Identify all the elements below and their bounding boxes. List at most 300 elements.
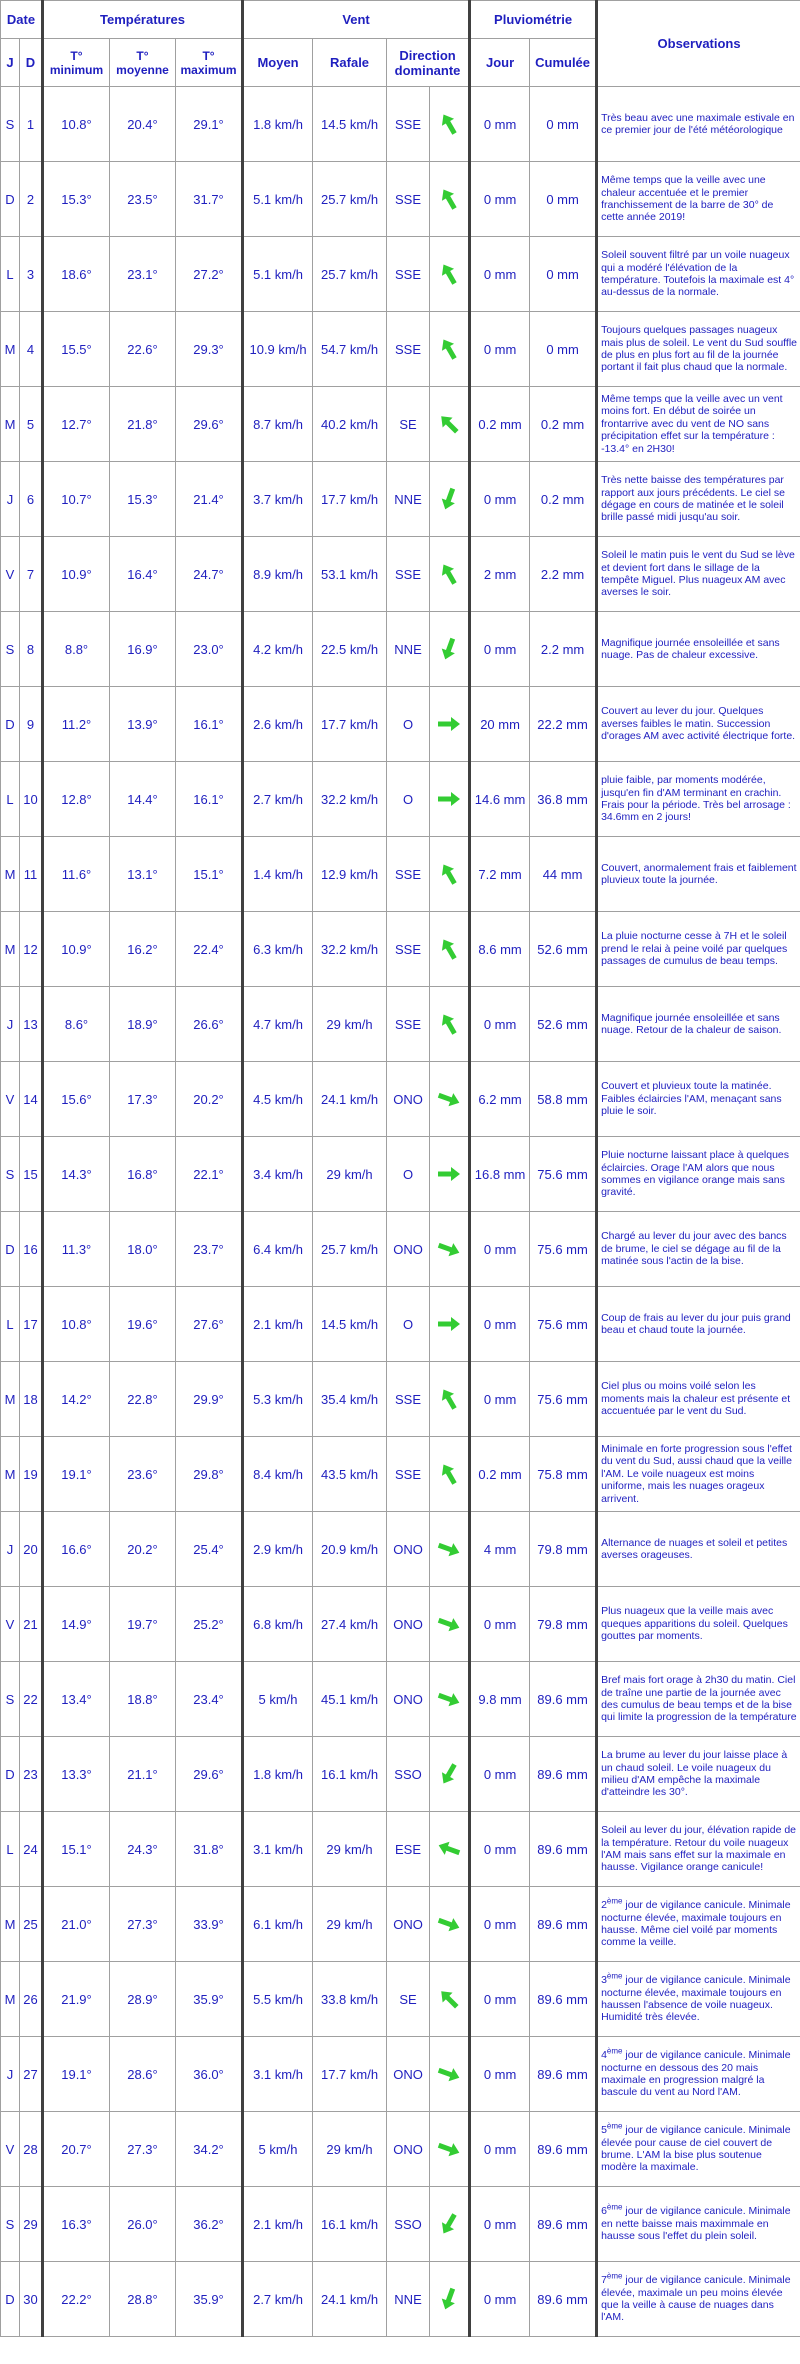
- wind-arrow-icon: [436, 561, 462, 587]
- tmax-cell: 20.2°: [176, 1062, 243, 1137]
- tmax-cell: 27.2°: [176, 237, 243, 312]
- wind-gust-cell: 25.7 km/h: [313, 237, 387, 312]
- wind-avg-cell: 2.6 km/h: [243, 687, 313, 762]
- table-row: [1, 87, 800, 162]
- observation-cell: [597, 237, 800, 312]
- tmax-cell: 25.4°: [176, 1512, 243, 1587]
- table-body: [1, 87, 800, 2337]
- day-number-cell: 1: [20, 87, 43, 162]
- rain-day-cell: 0 mm: [470, 2187, 530, 2262]
- wind-arrow-cell: [430, 2187, 470, 2262]
- direction-header: Direction dominante: [387, 39, 470, 87]
- rain-day-cell: 0 mm: [470, 1737, 530, 1812]
- tmoy-cell: 21.1°: [110, 1737, 176, 1812]
- tmax-cell: 23.7°: [176, 1212, 243, 1287]
- wind-gust-cell: 33.8 km/h: [313, 1962, 387, 2037]
- wind-gust-cell: 17.7 km/h: [313, 462, 387, 537]
- wind-arrow-cell: [430, 1437, 470, 1512]
- wind-dir-cell: ESE: [387, 1812, 430, 1887]
- day-letter-cell: L: [1, 1812, 20, 1887]
- tmoy-cell: 23.6°: [110, 1437, 176, 1512]
- wind-gust-cell: 25.7 km/h: [313, 1212, 387, 1287]
- wind-avg-cell: 5 km/h: [243, 1662, 313, 1737]
- observation-text: Minimale en forte progression sous l'effet du vent du Sud, aussi chaud que la veille l'AM. Le voile nuageux est moins uniforme, mais les nuages orageux arrivent.: [601, 1442, 792, 1505]
- day-letter-cell: D: [1, 687, 20, 762]
- wind-avg-cell: 3.1 km/h: [243, 1812, 313, 1887]
- tmoy-cell: 28.9°: [110, 1962, 176, 2037]
- rain-day-cell: 6.2 mm: [470, 1062, 530, 1137]
- rain-day-cell: 4 mm: [470, 1512, 530, 1587]
- rain-total-cell: 44 mm: [530, 837, 597, 912]
- observation-text: jour de vigilance canicule. Minimale élevée, maximale un peu moins élevée que la veille à cause de nuages dans l'AM.: [601, 2274, 791, 2324]
- tmin-cell: 18.6°: [43, 237, 110, 312]
- rain-day-cell: 0.2 mm: [470, 1437, 530, 1512]
- tmin-cell: 19.1°: [43, 1437, 110, 1512]
- rafale-header: Rafale: [313, 39, 387, 87]
- rain-day-cell: 0 mm: [470, 1887, 530, 1962]
- tmoy-cell: 15.3°: [110, 462, 176, 537]
- tmax-cell: 27.6°: [176, 1287, 243, 1362]
- table-row: [1, 612, 800, 687]
- day-letter-cell: S: [1, 612, 20, 687]
- tmin-cell: 15.5°: [43, 312, 110, 387]
- tmax-cell: 16.1°: [176, 687, 243, 762]
- rain-total-cell: 89.6 mm: [530, 2037, 597, 2112]
- observation-cell: [597, 1887, 800, 1962]
- wind-arrow-icon: [436, 1761, 462, 1787]
- observation-text: Magnifique journée ensoleillée et sans nuage. Pas de chaleur excessive.: [601, 636, 780, 661]
- tmax-cell: 31.8°: [176, 1812, 243, 1887]
- observation-text: Pluie nocturne laissant place à quelques éclaircies. Orage l'AM alors que nous sommes en vigilance orange mais sans gravité.: [601, 1149, 790, 1199]
- wind-gust-cell: 29 km/h: [313, 1137, 387, 1212]
- table-row: [1, 1137, 800, 1212]
- pluvio-header: Pluviométrie: [470, 1, 597, 39]
- tmin-cell: 12.8°: [43, 762, 110, 837]
- day-letter-cell: D: [1, 1212, 20, 1287]
- wind-arrow-icon: [436, 336, 462, 362]
- rain-total-cell: 2.2 mm: [530, 537, 597, 612]
- observation-text: jour de vigilance canicule. Minimale nocturne élevée, maximale toujours en hausse. Même ciel voilé par moments comme la veille.: [601, 1899, 791, 1949]
- day-number-cell: 17: [20, 1287, 43, 1362]
- observation-text: Alternance de nuages et soleil et petites averses orageuses.: [601, 1536, 788, 1561]
- day-letter-cell: M: [1, 1962, 20, 2037]
- tmin-cell: 16.6°: [43, 1512, 110, 1587]
- rain-total-cell: 36.8 mm: [530, 762, 597, 837]
- day-letter-cell: M: [1, 1887, 20, 1962]
- rain-day-cell: 0 mm: [470, 87, 530, 162]
- day-letter-cell: D: [1, 2262, 20, 2337]
- wind-arrow-icon: [436, 1836, 462, 1862]
- j-header: J: [1, 39, 20, 87]
- tmoy-cell: 18.0°: [110, 1212, 176, 1287]
- wind-gust-cell: 17.7 km/h: [313, 687, 387, 762]
- rain-total-cell: 75.6 mm: [530, 1212, 597, 1287]
- tmin-cell: 15.1°: [43, 1812, 110, 1887]
- rain-day-cell: 0 mm: [470, 1812, 530, 1887]
- rain-day-cell: 0 mm: [470, 1962, 530, 2037]
- day-number-cell: 24: [20, 1812, 43, 1887]
- rain-total-cell: 89.6 mm: [530, 1737, 597, 1812]
- wind-avg-cell: 5.1 km/h: [243, 237, 313, 312]
- wind-dir-cell: ONO: [387, 1212, 430, 1287]
- tmax-cell: 26.6°: [176, 987, 243, 1062]
- observation-text: Bref mais fort orage à 2h30 du matin. Ciel de traîne une partie de la journée avec des cumulus de beau temps et de la bise qui limite la progression de la température: [601, 1674, 797, 1724]
- day-letter-cell: M: [1, 837, 20, 912]
- day-number-cell: 20: [20, 1512, 43, 1587]
- rain-day-cell: 0 mm: [470, 1587, 530, 1662]
- tmax-cell: 23.4°: [176, 1662, 243, 1737]
- table-row: [1, 1362, 800, 1437]
- rain-total-cell: 89.6 mm: [530, 2112, 597, 2187]
- wind-arrow-cell: [430, 387, 470, 462]
- observation-text: Chargé au lever du jour avec des bancs de brume, le ciel se dégage au fil de la matinée sous l'actin de la bise.: [601, 1230, 787, 1268]
- rain-total-cell: 58.8 mm: [530, 1062, 597, 1137]
- wind-arrow-icon: [436, 2136, 462, 2162]
- wind-gust-cell: 14.5 km/h: [313, 87, 387, 162]
- observation-cell: [597, 912, 800, 987]
- rain-day-cell: 0 mm: [470, 1212, 530, 1287]
- wind-gust-cell: 16.1 km/h: [313, 2187, 387, 2262]
- day-number-cell: 12: [20, 912, 43, 987]
- wind-arrow-cell: [430, 1137, 470, 1212]
- wind-arrow-cell: [430, 837, 470, 912]
- wind-gust-cell: 27.4 km/h: [313, 1587, 387, 1662]
- day-letter-cell: D: [1, 162, 20, 237]
- wind-gust-cell: 45.1 km/h: [313, 1662, 387, 1737]
- wind-dir-cell: SE: [387, 387, 430, 462]
- tmoy-cell: 23.5°: [110, 162, 176, 237]
- rain-day-cell: 0 mm: [470, 612, 530, 687]
- day-number-cell: 21: [20, 1587, 43, 1662]
- wind-arrow-cell: [430, 237, 470, 312]
- table-row: [1, 1962, 800, 2037]
- observation-ordinal: 2: [601, 1899, 607, 1912]
- tmoy-header: T° moyenne: [110, 39, 176, 87]
- wind-gust-cell: 12.9 km/h: [313, 837, 387, 912]
- wind-arrow-cell: [430, 1812, 470, 1887]
- table-row: [1, 1812, 800, 1887]
- rain-total-cell: 75.8 mm: [530, 1437, 597, 1512]
- rain-day-cell: 2 mm: [470, 537, 530, 612]
- day-number-cell: 6: [20, 462, 43, 537]
- table-row: [1, 387, 800, 462]
- wind-arrow-icon: [436, 786, 462, 812]
- day-letter-cell: L: [1, 762, 20, 837]
- wind-arrow-cell: [430, 87, 470, 162]
- day-number-cell: 15: [20, 1137, 43, 1212]
- wind-dir-cell: NNE: [387, 2262, 430, 2337]
- day-number-cell: 10: [20, 762, 43, 837]
- observations-header: Observations: [597, 1, 800, 87]
- observation-text: Couvert et pluvieux toute la matinée. Faibles éclaircies l'AM, menaçant sans pluie le soir.: [601, 1080, 782, 1118]
- wind-dir-cell: SE: [387, 1962, 430, 2037]
- d-header: D: [20, 39, 43, 87]
- observation-cell: [597, 87, 800, 162]
- observation-cell: [597, 537, 800, 612]
- table-row: [1, 537, 800, 612]
- table-row: [1, 1512, 800, 1587]
- wind-avg-cell: 1.8 km/h: [243, 87, 313, 162]
- tmax-cell: 29.8°: [176, 1437, 243, 1512]
- wind-arrow-icon: [436, 111, 462, 137]
- table-row: [1, 1287, 800, 1362]
- tmoy-cell: 20.2°: [110, 1512, 176, 1587]
- day-number-cell: 4: [20, 312, 43, 387]
- tmoy-cell: 18.8°: [110, 1662, 176, 1737]
- wind-avg-cell: 2.9 km/h: [243, 1512, 313, 1587]
- observation-text: Même temps que la veille avec un vent moins fort. En début de soirée un frontarrive avec du vent de NO sans précipitation effet sur la température : -13.4° en 2H30!: [601, 392, 783, 455]
- wind-gust-cell: 20.9 km/h: [313, 1512, 387, 1587]
- wind-arrow-cell: [430, 1662, 470, 1737]
- temperatures-header: Températures: [43, 1, 243, 39]
- rain-day-cell: 16.8 mm: [470, 1137, 530, 1212]
- observation-cell: [597, 1362, 800, 1437]
- observation-cell: [597, 462, 800, 537]
- observation-ordinal: 6: [601, 2205, 607, 2218]
- observation-text: Coup de frais au lever du jour puis grand beau et chaud toute la journée.: [601, 1311, 791, 1336]
- wind-arrow-icon: [436, 1311, 462, 1337]
- wind-avg-cell: 1.4 km/h: [243, 837, 313, 912]
- wind-dir-cell: SSE: [387, 87, 430, 162]
- wind-avg-cell: 8.4 km/h: [243, 1437, 313, 1512]
- observation-ordinal-suffix: ème: [606, 1971, 623, 1981]
- observation-cell: [597, 837, 800, 912]
- tmin-cell: 20.7°: [43, 2112, 110, 2187]
- tmin-cell: 13.3°: [43, 1737, 110, 1812]
- wind-dir-cell: ONO: [387, 1062, 430, 1137]
- observation-ordinal-suffix: ème: [606, 2271, 623, 2281]
- wind-dir-cell: NNE: [387, 462, 430, 537]
- rain-day-cell: 0 mm: [470, 237, 530, 312]
- tmax-cell: 29.6°: [176, 1737, 243, 1812]
- observation-text: jour de vigilance canicule. Minimale élevée pour cause de ciel couvert de brume. L'AM la bise plus soutenue modère la maximale.: [601, 2124, 791, 2174]
- wind-arrow-cell: [430, 462, 470, 537]
- observation-text: Très beau avec une maximale estivale en ce premier jour de l'été météorologique: [601, 111, 795, 136]
- observation-text: jour de vigilance canicule. Minimale nocturne élevée, maximale toujours en haussen l'absence de voile nuageux. Humidité très élevée.: [601, 1974, 791, 2024]
- observation-cell: [597, 1137, 800, 1212]
- wind-gust-cell: 29 km/h: [313, 1887, 387, 1962]
- observation-cell: [597, 1062, 800, 1137]
- wind-arrow-icon: [436, 411, 462, 437]
- tmax-cell: 25.2°: [176, 1587, 243, 1662]
- wind-dir-cell: O: [387, 1137, 430, 1212]
- day-number-cell: 25: [20, 1887, 43, 1962]
- day-number-cell: 16: [20, 1212, 43, 1287]
- day-letter-cell: S: [1, 2187, 20, 2262]
- wind-arrow-cell: [430, 1512, 470, 1587]
- wind-arrow-cell: [430, 762, 470, 837]
- table-row: [1, 837, 800, 912]
- observation-ordinal: 5: [601, 2124, 607, 2137]
- tmoy-cell: 24.3°: [110, 1812, 176, 1887]
- day-number-cell: 22: [20, 1662, 43, 1737]
- observation-cell: [597, 2112, 800, 2187]
- wind-arrow-cell: [430, 1362, 470, 1437]
- wind-gust-cell: 16.1 km/h: [313, 1737, 387, 1812]
- rain-day-cell: 0 mm: [470, 2262, 530, 2337]
- tmin-cell: 14.2°: [43, 1362, 110, 1437]
- observation-text: Même temps que la veille avec une chaleur accentuée et le premier franchissement de la barre de 30° de cette année 2019!: [601, 174, 774, 224]
- rain-day-cell: 0.2 mm: [470, 387, 530, 462]
- wind-dir-cell: SSO: [387, 1737, 430, 1812]
- rain-total-cell: 89.6 mm: [530, 2187, 597, 2262]
- tmoy-cell: 22.6°: [110, 312, 176, 387]
- observation-text: jour de vigilance canicule. Minimale en nette baisse mais maximmale en hausse sous l'effet du plein soleil.: [601, 2205, 791, 2243]
- observation-ordinal-suffix: ème: [606, 2046, 623, 2056]
- wind-dir-cell: O: [387, 1287, 430, 1362]
- rain-total-cell: 0.2 mm: [530, 462, 597, 537]
- wind-arrow-icon: [436, 861, 462, 887]
- wind-gust-cell: 29 km/h: [313, 2112, 387, 2187]
- wind-dir-cell: O: [387, 762, 430, 837]
- day-letter-cell: M: [1, 912, 20, 987]
- wind-dir-cell: SSE: [387, 987, 430, 1062]
- table-row: [1, 1062, 800, 1137]
- tmin-cell: 8.8°: [43, 612, 110, 687]
- tmoy-cell: 27.3°: [110, 2112, 176, 2187]
- wind-dir-cell: SSE: [387, 312, 430, 387]
- tmoy-cell: 14.4°: [110, 762, 176, 837]
- day-letter-cell: S: [1, 87, 20, 162]
- day-letter-cell: J: [1, 462, 20, 537]
- tmax-cell: 29.3°: [176, 312, 243, 387]
- observation-cell: [597, 1587, 800, 1662]
- day-number-cell: 2: [20, 162, 43, 237]
- wind-arrow-icon: [436, 711, 462, 737]
- wind-dir-cell: SSE: [387, 1362, 430, 1437]
- wind-avg-cell: 8.7 km/h: [243, 387, 313, 462]
- tmax-cell: 22.4°: [176, 912, 243, 987]
- wind-avg-cell: 4.7 km/h: [243, 987, 313, 1062]
- tmoy-cell: 19.7°: [110, 1587, 176, 1662]
- wind-dir-cell: SSE: [387, 837, 430, 912]
- observation-cell: [597, 687, 800, 762]
- wind-avg-cell: 2.1 km/h: [243, 1287, 313, 1362]
- rain-day-cell: 8.6 mm: [470, 912, 530, 987]
- table-row: [1, 2262, 800, 2337]
- wind-avg-cell: 5.3 km/h: [243, 1362, 313, 1437]
- wind-gust-cell: 24.1 km/h: [313, 2262, 387, 2337]
- tmax-cell: 29.6°: [176, 387, 243, 462]
- wind-arrow-cell: [430, 1962, 470, 2037]
- rain-total-cell: 75.6 mm: [530, 1137, 597, 1212]
- wind-arrow-cell: [430, 2112, 470, 2187]
- tmin-cell: 10.8°: [43, 1287, 110, 1362]
- tmin-cell: 16.3°: [43, 2187, 110, 2262]
- wind-gust-cell: 54.7 km/h: [313, 312, 387, 387]
- rain-day-cell: 9.8 mm: [470, 1662, 530, 1737]
- wind-dir-cell: NNE: [387, 612, 430, 687]
- tmin-cell: 8.6°: [43, 987, 110, 1062]
- tmin-cell: 11.3°: [43, 1212, 110, 1287]
- rain-day-cell: 0 mm: [470, 462, 530, 537]
- table-row: [1, 2037, 800, 2112]
- wind-arrow-icon: [436, 1986, 462, 2012]
- day-number-cell: 11: [20, 837, 43, 912]
- wind-avg-cell: 3.4 km/h: [243, 1137, 313, 1212]
- wind-avg-cell: 5.1 km/h: [243, 162, 313, 237]
- tmoy-cell: 13.9°: [110, 687, 176, 762]
- tmin-cell: 21.9°: [43, 1962, 110, 2037]
- wind-dir-cell: O: [387, 687, 430, 762]
- table-row: [1, 162, 800, 237]
- wind-avg-cell: 6.4 km/h: [243, 1212, 313, 1287]
- rain-day-cell: 0 mm: [470, 2112, 530, 2187]
- day-letter-cell: S: [1, 1137, 20, 1212]
- observation-text: Plus nuageux que la veille mais avec queques apparitions du soleil. Quelques gouttes par moments.: [601, 1605, 788, 1643]
- moyen-header: Moyen: [243, 39, 313, 87]
- tmoy-cell: 20.4°: [110, 87, 176, 162]
- wind-avg-cell: 6.1 km/h: [243, 1887, 313, 1962]
- day-letter-cell: V: [1, 1062, 20, 1137]
- wind-arrow-cell: [430, 1062, 470, 1137]
- observation-ordinal: 4: [601, 2049, 607, 2062]
- wind-gust-cell: 32.2 km/h: [313, 762, 387, 837]
- table-row: [1, 2112, 800, 2187]
- wind-gust-cell: 29 km/h: [313, 987, 387, 1062]
- observation-cell: [597, 2262, 800, 2337]
- day-number-cell: 3: [20, 237, 43, 312]
- table-row: [1, 237, 800, 312]
- wind-arrow-icon: [436, 2211, 462, 2237]
- observation-cell: [597, 762, 800, 837]
- day-letter-cell: J: [1, 1512, 20, 1587]
- wind-dir-cell: ONO: [387, 1887, 430, 1962]
- tmoy-cell: 16.9°: [110, 612, 176, 687]
- wind-arrow-icon: [436, 1086, 462, 1112]
- day-number-cell: 7: [20, 537, 43, 612]
- tmax-cell: 29.1°: [176, 87, 243, 162]
- day-number-cell: 27: [20, 2037, 43, 2112]
- tmin-cell: 11.2°: [43, 687, 110, 762]
- wind-gust-cell: 22.5 km/h: [313, 612, 387, 687]
- wind-arrow-cell: [430, 612, 470, 687]
- tmoy-cell: 18.9°: [110, 987, 176, 1062]
- wind-arrow-cell: [430, 912, 470, 987]
- rain-day-cell: 0 mm: [470, 1287, 530, 1362]
- wind-arrow-icon: [436, 636, 462, 662]
- wind-dir-cell: SSE: [387, 537, 430, 612]
- tmoy-cell: 23.1°: [110, 237, 176, 312]
- observation-text: Couvert au lever du jour. Quelques averses faibles le matin. Succession d'orages AM avec activité électrique forte.: [601, 705, 796, 743]
- tmax-cell: 33.9°: [176, 1887, 243, 1962]
- wind-dir-cell: ONO: [387, 1587, 430, 1662]
- rain-total-cell: 22.2 mm: [530, 687, 597, 762]
- day-number-cell: 26: [20, 1962, 43, 2037]
- wind-dir-cell: SSE: [387, 162, 430, 237]
- rain-total-cell: 2.2 mm: [530, 612, 597, 687]
- rain-total-cell: 89.6 mm: [530, 1962, 597, 2037]
- tmax-cell: 35.9°: [176, 2262, 243, 2337]
- table-row: [1, 912, 800, 987]
- tmin-cell: 13.4°: [43, 1662, 110, 1737]
- observation-text: Soleil le matin puis le vent du Sud se lève et devient fort dans le sillage de la tempête Miguel. Plus nuageux AM avec averses le soir.: [601, 549, 795, 599]
- tmin-cell: 10.9°: [43, 537, 110, 612]
- wind-arrow-cell: [430, 2037, 470, 2112]
- wind-arrow-cell: [430, 987, 470, 1062]
- day-letter-cell: V: [1, 2112, 20, 2187]
- vent-header: Vent: [243, 1, 470, 39]
- table-row: [1, 312, 800, 387]
- table-row: [1, 1662, 800, 1737]
- tmin-header: T° minimum: [43, 39, 110, 87]
- tmax-cell: 35.9°: [176, 1962, 243, 2037]
- wind-gust-cell: 25.7 km/h: [313, 162, 387, 237]
- day-number-cell: 8: [20, 612, 43, 687]
- wind-dir-cell: SSE: [387, 1437, 430, 1512]
- observation-text: La brume au lever du jour laisse place à un chaud soleil. Le voile nuageux du milieu d'AM empêche la maximale d'atteindre les 30°.: [601, 1749, 788, 1799]
- wind-gust-cell: 17.7 km/h: [313, 2037, 387, 2112]
